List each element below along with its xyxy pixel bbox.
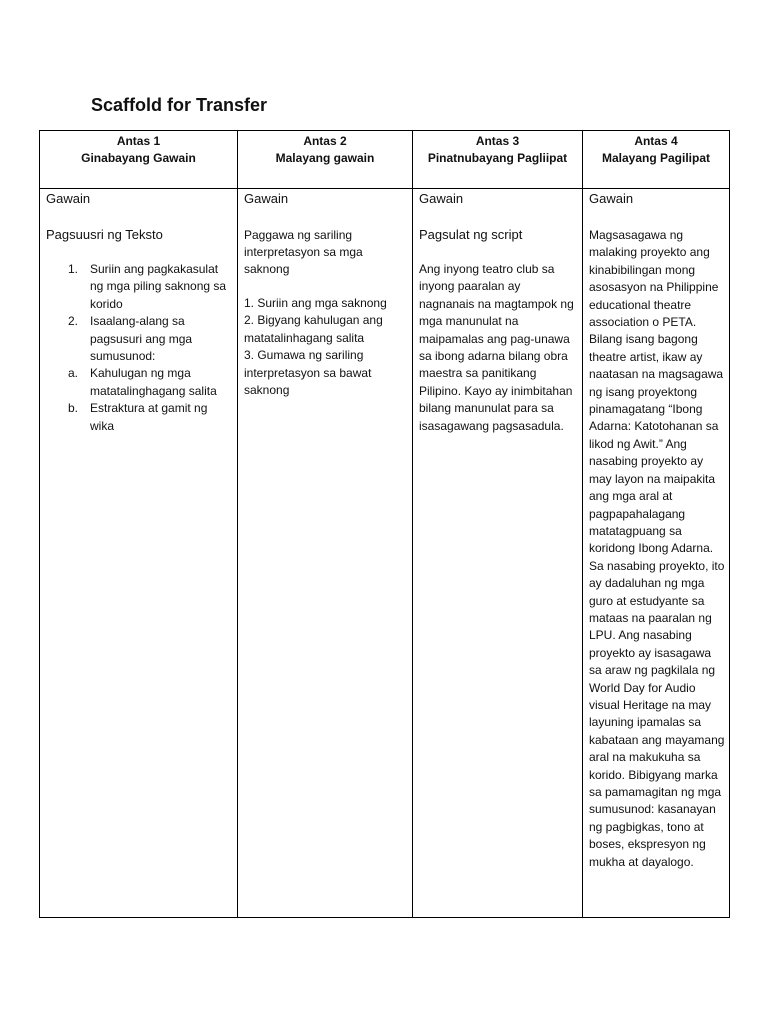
task-list xyxy=(46,261,233,435)
list-text: Suriin ang pagkakasulat ng mga piling saknong sa korido xyxy=(90,262,227,311)
header-name: Malayang Pagilipat xyxy=(601,151,711,165)
header-antas-2 xyxy=(238,131,413,189)
list-number: 1. xyxy=(68,262,79,276)
cell-antas-3 xyxy=(413,189,583,918)
list-text: Kahulugan ng mga matatalinghagang salita xyxy=(90,366,217,398)
step-item: 1. Suriin ang mga saknong xyxy=(244,296,387,310)
cell-label: Gawain xyxy=(589,191,634,206)
scaffold-table xyxy=(39,130,730,918)
header-level: Antas 4 xyxy=(634,134,678,148)
list-text: Estraktura at gamit ng wika xyxy=(90,401,208,433)
step-item: 3. Gumawa ng sariling interpretasyon sa bawat saknong xyxy=(244,348,372,398)
list-number: b. xyxy=(68,401,79,416)
cell-body: Ang inyong teatro club sa inyong paaralan ay nagnanais na magtampok ng mga manunulat na maipamalas ang pag-unawa sa ibong adarna bilang obra maestra sa panitikang Pilipino. Kayo ay inimbitahan bilang manunulat para sa isasagawang pagsasadula. xyxy=(419,262,574,433)
list-number: 2. xyxy=(68,314,79,329)
list-text: Isaalang-alang sa pagsusuri ang mga sumusunod: xyxy=(90,314,193,364)
header-row xyxy=(40,131,730,189)
list-item xyxy=(46,261,233,313)
document-title: Scaffold for Transfer xyxy=(91,95,268,115)
cell-label: Gawain xyxy=(244,191,289,206)
header-antas-4 xyxy=(583,131,730,189)
header-name: Ginabayang Gawain xyxy=(81,151,196,165)
header-antas-1 xyxy=(40,131,238,189)
header-level: Antas 1 xyxy=(116,134,161,148)
cell-body: Magsasagawa ng malaking proyekto ang kinabibilingan mong asosasyon na Philippine educational theatre association o PETA. Bilang isang bagong theatre artist, ikaw ay naatasan na magsagawa ng isang proyektong pinamagatang “Ibong Adarna: Katotohanan sa likod ng Awit.” Ang nasabing proyekto ay may layon na maipakita ang mga aral at pagpapahalagang matatagpuang sa koridong Ibong Adarna. Sa nasabing proyekto, ito ay dadaluhan ng mga guro at estudyante sa mataas na paaralan ng LPU. Ang nasabing proyekto ay isasagawa sa araw ng pagkilala ng World Day for Audio visual Heritage na may layuning ipamalas sa kabataan ang mayamang aral na makukuha sa korido. Bibigyang marka sa pamamagitan ng mga sumusunod: kasanayan ng pagbigkas, tono at boses, ekspresyon ng mukha at dayalogo. xyxy=(589,228,725,869)
header-level: Antas 3 xyxy=(475,134,520,148)
content-row xyxy=(40,189,730,918)
cell-heading: Pagsuusri ng Teksto xyxy=(46,227,163,242)
list-item xyxy=(46,365,233,400)
step-item: 2. Bigyang kahulugan ang matatalinhagang salita xyxy=(244,313,383,345)
cell-label: Gawain xyxy=(419,191,464,206)
header-level: Antas 2 xyxy=(303,134,347,148)
cell-heading: Paggawa ng sariling interpretasyon sa mga saknong xyxy=(244,228,363,276)
list-item xyxy=(46,313,233,365)
cell-antas-1 xyxy=(40,189,238,918)
cell-label: Gawain xyxy=(46,191,91,206)
header-antas-3 xyxy=(413,131,583,189)
task-steps xyxy=(244,295,408,399)
cell-antas-2 xyxy=(238,189,413,918)
header-name: Pinatnubayang Pagliipat xyxy=(427,151,568,165)
list-item xyxy=(46,400,233,435)
list-number: a. xyxy=(68,366,79,381)
header-name: Malayang gawain xyxy=(275,151,375,165)
cell-antas-4 xyxy=(583,189,730,918)
cell-heading: Pagsulat ng script xyxy=(419,227,523,242)
